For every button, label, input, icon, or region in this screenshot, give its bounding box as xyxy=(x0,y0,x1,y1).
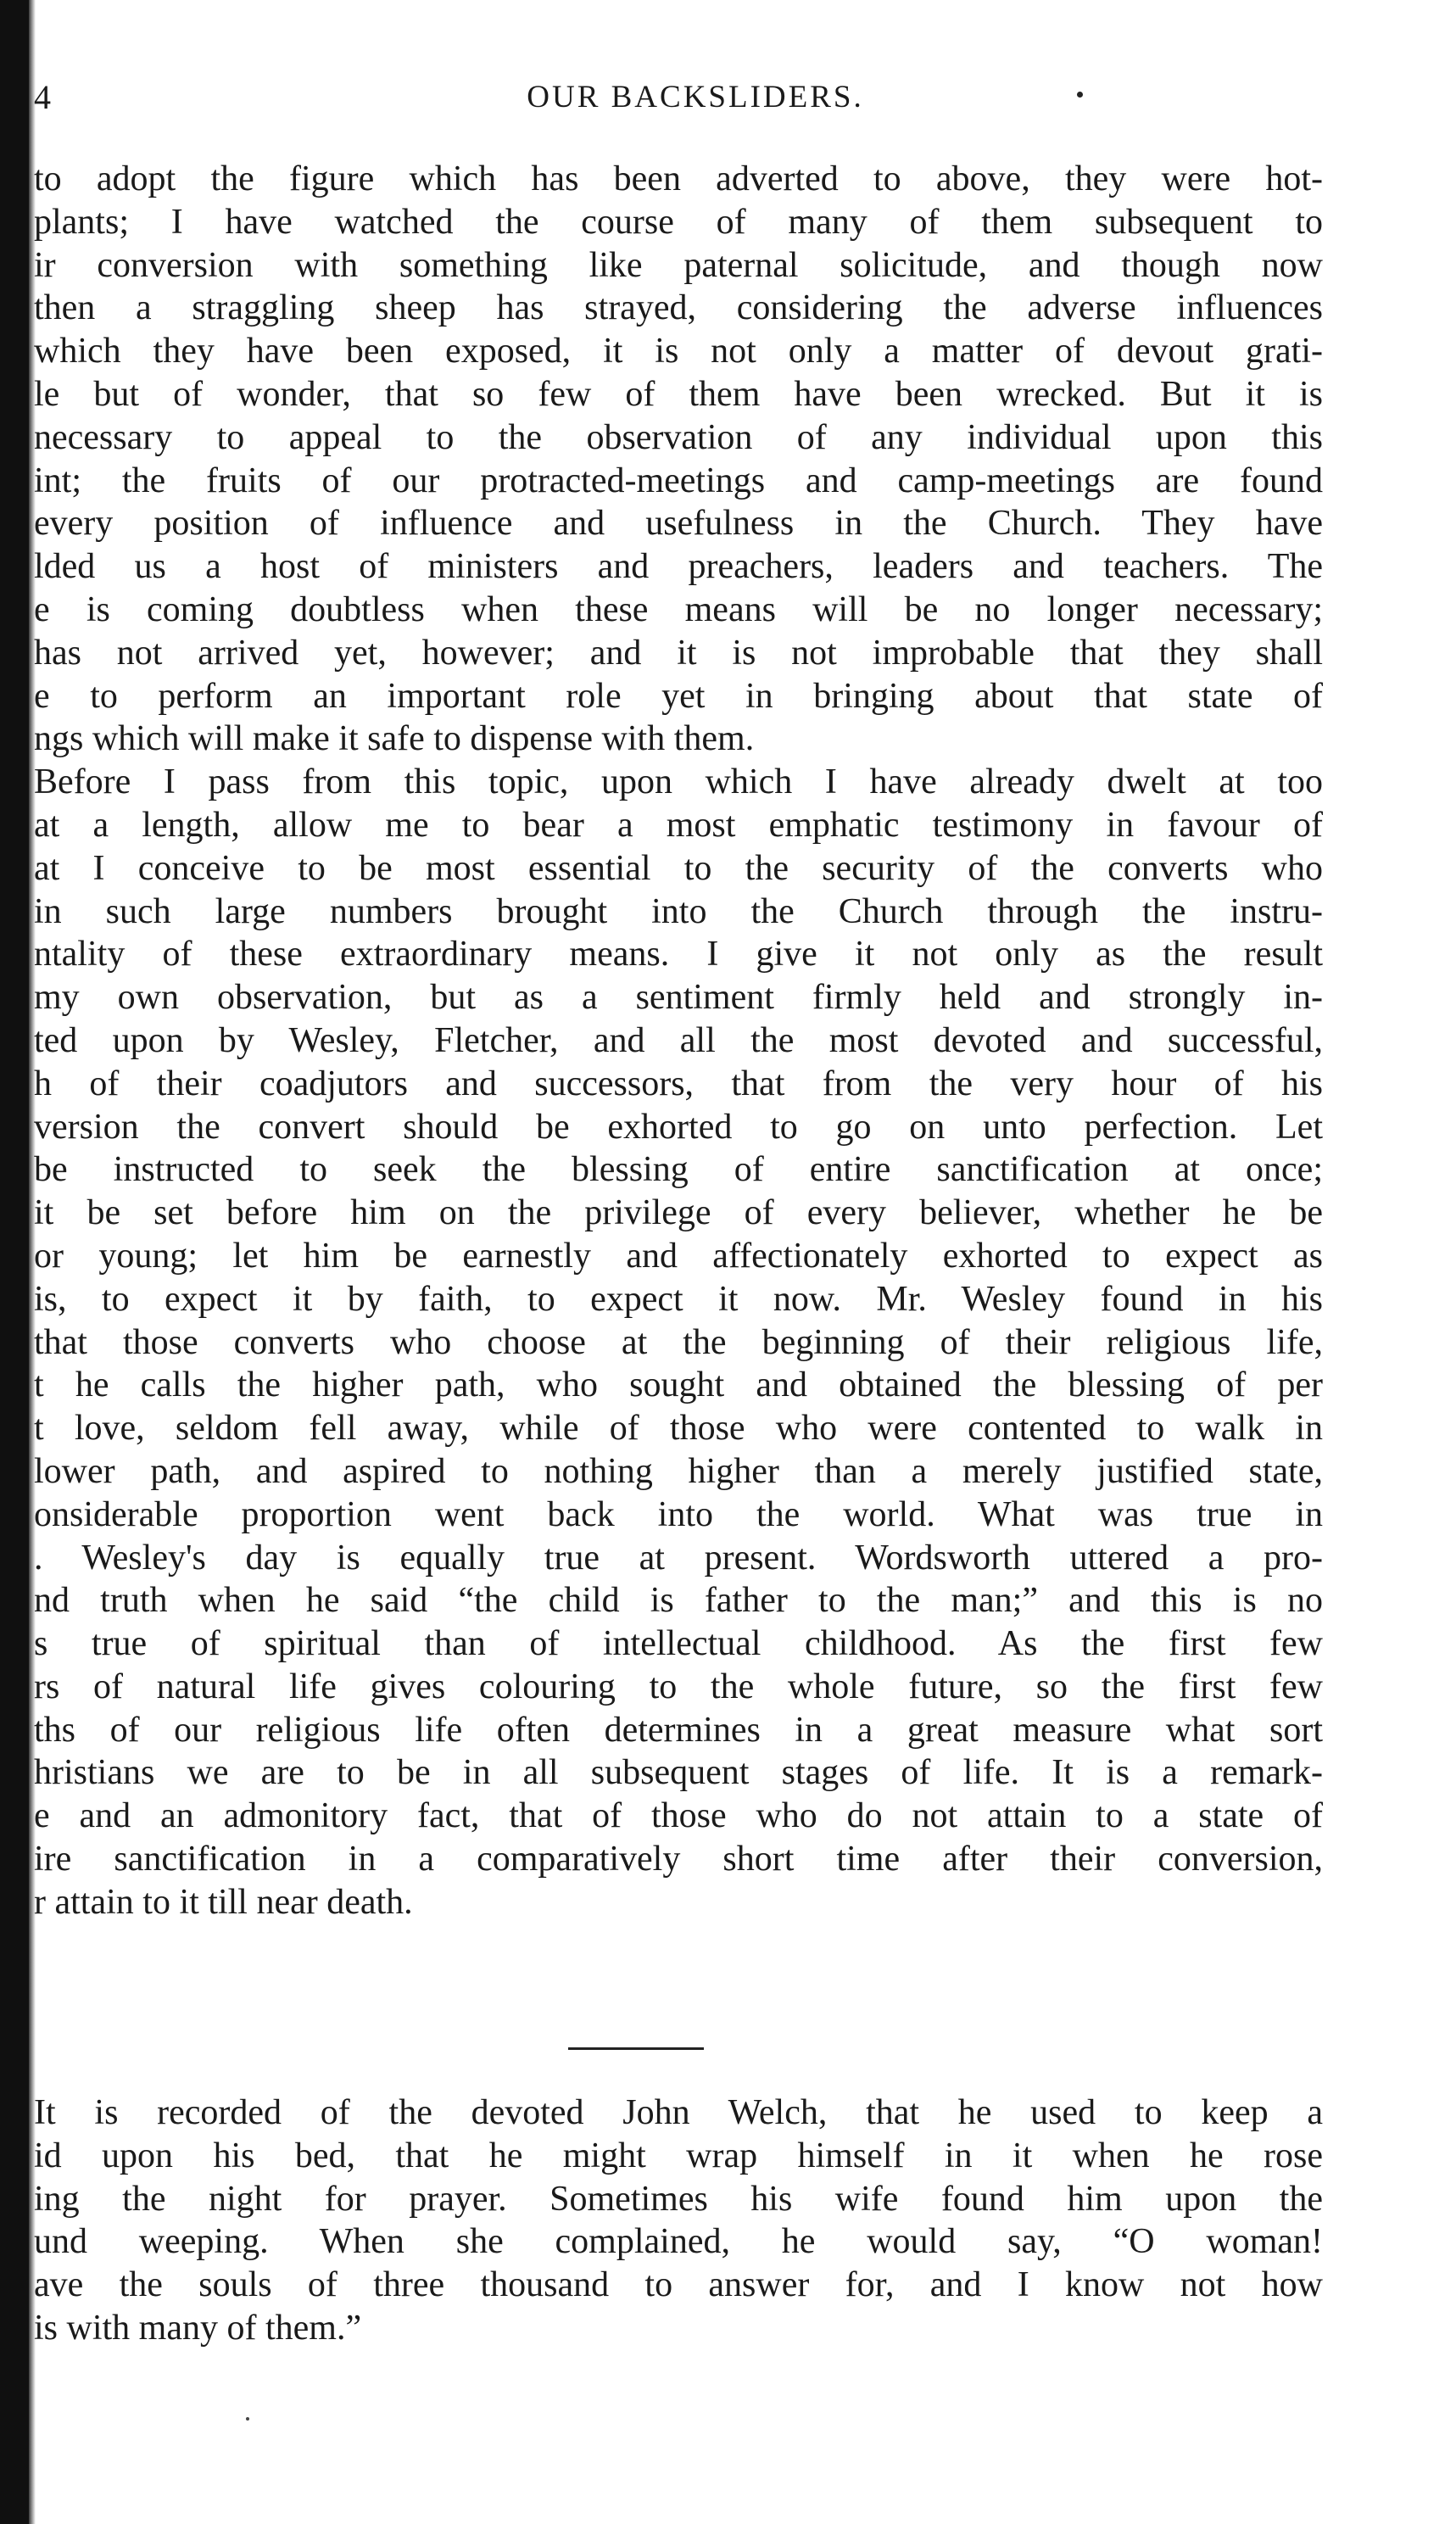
text-line: plants; I have watched the course of many of them subsequent to xyxy=(34,202,1323,242)
text-line: rs of natural life gives colouring to the whole future, so the first few xyxy=(34,1667,1323,1706)
text-line: ngs which will make it safe to dispense with them. xyxy=(34,719,755,759)
text-line: hristians we are to be in all subsequent stages of life. It is a remark- xyxy=(34,1753,1323,1793)
text-line: t love, seldom fell away, while of those who were contented to walk in xyxy=(34,1409,1323,1449)
text-line: nd truth when he said “the child is father to the man;” and this is no xyxy=(34,1581,1323,1621)
text-line: version the convert should be exhorted to go on unto perfection. Let xyxy=(34,1107,1323,1147)
text-line: my own observation, but as a sentiment firmly held and strongly in- xyxy=(34,978,1323,1018)
text-line: s true of spiritual than of intellectual childhood. As the first few xyxy=(34,1624,1323,1664)
paragraph-3 xyxy=(34,2091,1323,2350)
binding-shadow xyxy=(0,0,29,2524)
text-line: at a length, allow me to bear a most emphatic testimony in favour of xyxy=(34,805,1323,845)
text-line: r attain to it till near death. xyxy=(34,1882,413,1922)
text-line: e is coming doubtless when these means will be no longer necessary; xyxy=(34,589,1323,629)
text-line: h of their coadjutors and successors, that from the very hour of his xyxy=(34,1064,1323,1103)
text-line: ir conversion with something like paternal solicitude, and though now xyxy=(34,245,1323,285)
text-line: It is recorded of the devoted John Welch, that he used to keep a xyxy=(34,2093,1323,2132)
text-line: e and an admonitory fact, that of those who do not attain to a state of xyxy=(34,1796,1323,1836)
text-line: und weeping. When she complained, he would say, “O woman! xyxy=(34,2222,1323,2262)
text-line: int; the fruits of our protracted-meetings and camp-meetings are found xyxy=(34,461,1323,500)
text-line: . Wesley's day is equally true at present. Wordsworth uttered a pro- xyxy=(34,1538,1323,1578)
text-line: ntality of these extraordinary means. I give it not only as the result xyxy=(34,935,1323,974)
text-line: t he calls the higher path, who sought and obtained the blessing of per xyxy=(34,1365,1323,1405)
text-line: ted upon by Wesley, Fletcher, and all the most devoted and successful, xyxy=(34,1020,1323,1060)
text-line: to adopt the figure which has been adverted to above, they were hot- xyxy=(34,159,1323,198)
book-page xyxy=(34,0,1357,2524)
main-text xyxy=(34,158,1323,1924)
text-line: be instructed to seek the blessing of entire sanctification at once; xyxy=(34,1150,1323,1190)
text-line: at I conceive to be most essential to the security of the converts who xyxy=(34,848,1323,888)
text-line: le but of wonder, that so few of them have been wrecked. But it is xyxy=(34,374,1323,414)
page-title: OUR BACKSLIDERS. xyxy=(527,80,864,114)
print-speck xyxy=(246,2417,249,2421)
text-line: ths of our religious life often determines in a great measure what sort xyxy=(34,1710,1323,1750)
text-line: that those converts who choose at the beginning of their religious life, xyxy=(34,1322,1323,1362)
text-line: Before I pass from this topic, upon which I have already dwelt at too xyxy=(34,762,1323,802)
text-line: has not arrived yet, however; and it is not improbable that they shall xyxy=(34,633,1323,673)
paragraph-2 xyxy=(34,761,1323,1924)
text-line: in such large numbers brought into the Church through the instru- xyxy=(34,891,1323,931)
text-line: is, to expect it by faith, to expect it now. Mr. Wesley found in his xyxy=(34,1279,1323,1319)
text-line: then a straggling sheep has strayed, considering the adverse influences xyxy=(34,288,1323,328)
text-line: or young; let him be earnestly and affectionately exhorted to expect as xyxy=(34,1236,1323,1276)
text-line: ing the night for prayer. Sometimes his wife found him upon the xyxy=(34,2179,1323,2219)
page-number: 4 xyxy=(34,78,51,116)
text-line: onsiderable proportion went back into the world. What was true in xyxy=(34,1494,1323,1534)
text-line: lower path, and aspired to nothing higher than a merely justified state, xyxy=(34,1451,1323,1491)
text-line: every position of influence and usefulness in the Church. They have xyxy=(34,504,1323,544)
text-line: id upon his bed, that he might wrap himself in it when he rose xyxy=(34,2136,1323,2175)
text-line: ave the souls of three thousand to answer for, and I know not how xyxy=(34,2265,1323,2305)
text-line: is with many of them.” xyxy=(34,2308,362,2348)
section-rule xyxy=(568,2047,704,2050)
text-line: e to perform an important role yet in bringing about that state of xyxy=(34,676,1323,716)
text-line: which they have been exposed, it is not only a matter of devout grati- xyxy=(34,332,1323,371)
anecdote-text xyxy=(34,2091,1323,2350)
paragraph-1 xyxy=(34,158,1323,761)
print-speck xyxy=(1077,92,1083,98)
text-line: necessary to appeal to the observation of any individual upon this xyxy=(34,417,1323,457)
text-line: ire sanctification in a comparatively short time after their conversion, xyxy=(34,1840,1323,1879)
text-line: it be set before him on the privilege of every believer, whether he be xyxy=(34,1193,1323,1233)
running-head xyxy=(34,78,1357,120)
text-line: lded us a host of ministers and preachers, leaders and teachers. The xyxy=(34,547,1323,587)
